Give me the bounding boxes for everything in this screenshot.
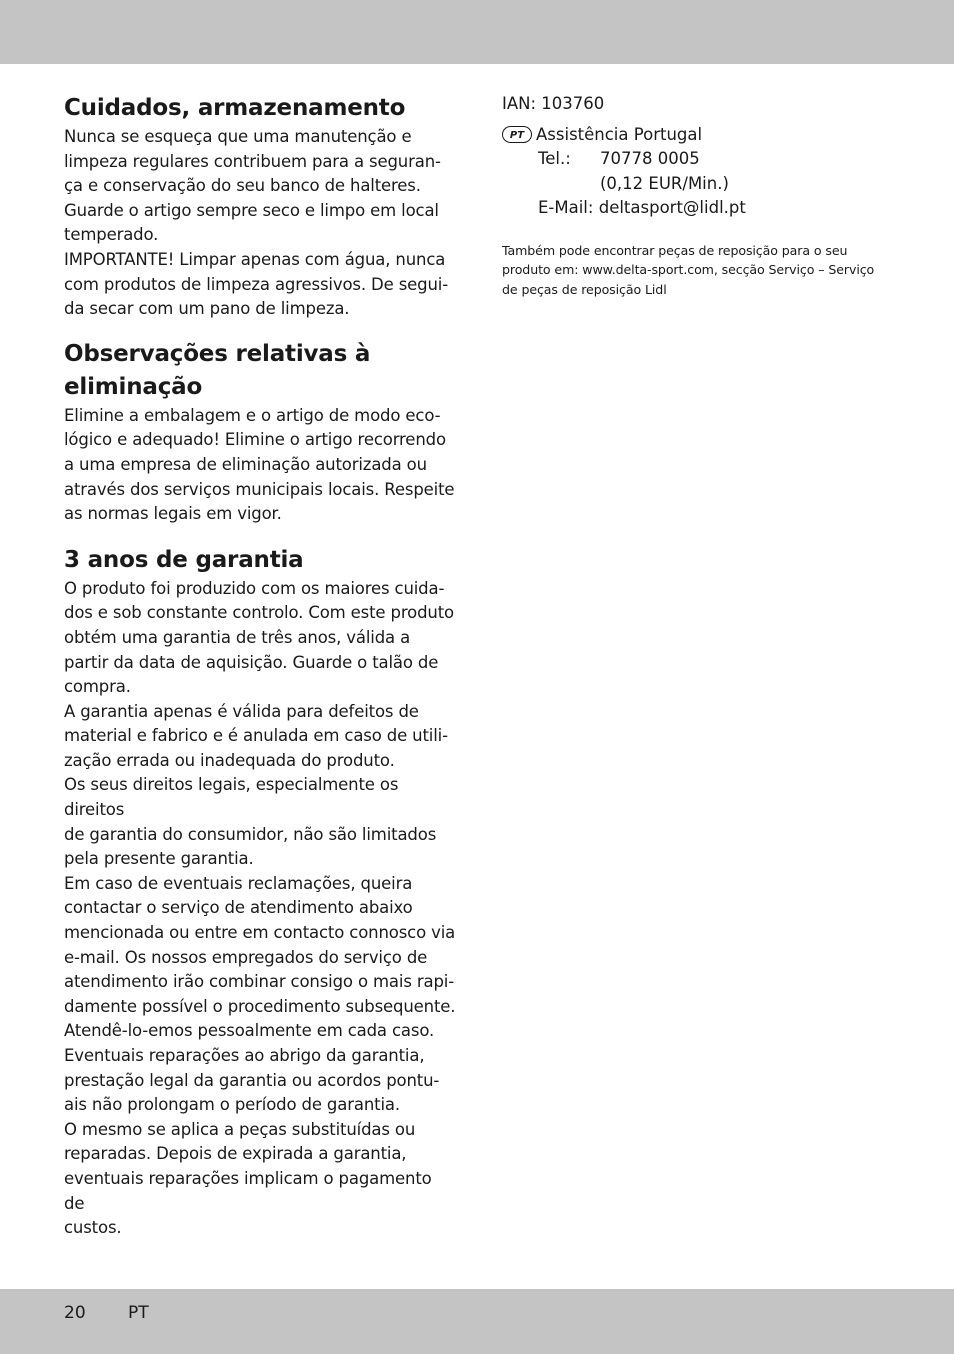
- header-band: [0, 0, 954, 64]
- text-line: e-mail. Os nossos empregados do serviço de: [64, 947, 428, 967]
- language-code: PT: [128, 1303, 149, 1323]
- ian-number: IAN: 103760: [502, 94, 605, 113]
- text-line: zação errada ou inadequada do produto.: [64, 750, 395, 770]
- text-line: A garantia apenas é válida para defeitos de: [64, 701, 419, 721]
- text-line: mencionada ou entre em contacto connosco via: [64, 923, 456, 943]
- text-line: temperado.: [64, 225, 159, 245]
- text-line: IMPORTANTE! Limpar apenas com água, nunca: [64, 249, 446, 269]
- text-line: atendimento irão combinar consigo o mais rapi-: [64, 972, 455, 992]
- email-label: E-Mail:: [538, 198, 594, 218]
- note-line: de peças de reposição Lidl: [502, 281, 667, 297]
- disposal-heading-line: eliminação: [64, 373, 203, 400]
- disposal-heading-line: Observações relativas à: [64, 340, 371, 367]
- text-line: Eventuais reparações ao abrigo da garantia,: [64, 1046, 425, 1065]
- text-line: material e fabrico e é anulada em caso de utili-: [64, 726, 448, 746]
- email-row: [502, 196, 894, 221]
- tel-row: [502, 147, 894, 172]
- text-line: Os seus direitos legais, especialmente os direitos: [64, 775, 399, 820]
- text-line: dos e sob constante controlo. Com este produto: [64, 603, 454, 623]
- care-heading: Cuidados, armazenamento: [64, 95, 406, 121]
- text-line: partir da data de aquisição. Guarde o talão de: [64, 652, 439, 672]
- page-number: 20: [64, 1303, 86, 1323]
- text-line: compra.: [64, 677, 131, 697]
- text-line: Atendê-lo-emos pessoalmente em cada caso.: [64, 1021, 435, 1041]
- disposal-heading: [64, 338, 456, 404]
- spare-parts-note: [502, 241, 894, 300]
- care-text: [64, 125, 456, 322]
- text-line: ça e conservação do seu banco de halteres.: [64, 176, 421, 196]
- note-line: Também pode encontrar peças de reposição para o seu: [502, 242, 848, 258]
- text-line: a uma empresa de eliminação autorizada ou: [64, 454, 427, 474]
- service-name: Assistência Portugal: [536, 124, 703, 144]
- text-line: O mesmo se aplica a peças substituídas ou: [64, 1119, 416, 1139]
- text-line: pela presente garantia.: [64, 849, 254, 869]
- text-line: de garantia do consumidor, não são limitados: [64, 824, 437, 844]
- note-line: produto em: www.delta-sport.com, secção Serviço – Serviço: [502, 262, 875, 278]
- text-line: reparadas. Depois de expirada a garantia,: [64, 1144, 407, 1164]
- tel-price: (0,12 EUR/Min.): [600, 173, 729, 193]
- text-line: da secar com um pano de limpeza.: [64, 299, 350, 319]
- warranty-text: [64, 577, 456, 1241]
- text-line: lógico e adequado! Elimine o artigo recorrendo: [64, 430, 446, 450]
- text-line: as normas legais em vigor.: [64, 504, 282, 524]
- tel-number: 70778 0005: [600, 149, 700, 169]
- text-line: com produtos de limpeza agressivos. De segui-: [64, 274, 449, 294]
- text-line: através dos serviços municipais locais. Respeite: [64, 479, 455, 499]
- disposal-text: [64, 404, 456, 527]
- left-column: [64, 92, 456, 1241]
- text-line: limpeza regulares contribuem para a seguran-: [64, 151, 441, 171]
- right-column: [502, 92, 894, 299]
- text-line: prestação legal da garantia ou acordos pontu-: [64, 1070, 440, 1090]
- text-line: Elimine a embalagem e o artigo de modo eco-: [64, 405, 441, 425]
- warranty-heading: 3 anos de garantia: [64, 546, 304, 573]
- text-line: O produto foi produzido com os maiores cuida-: [64, 578, 445, 598]
- country-badge: PT: [502, 126, 532, 143]
- text-line: Nunca se esqueça que uma manutenção e: [64, 127, 412, 146]
- text-line: contactar o serviço de atendimento abaixo: [64, 898, 413, 918]
- text-line: Em caso de eventuais reclamações, queira: [64, 873, 413, 893]
- text-line: custos.: [64, 1218, 122, 1238]
- text-line: eventuais reparações implicam o pagamento de: [64, 1168, 432, 1213]
- service-row: [502, 123, 894, 148]
- tel-label: Tel.:: [538, 149, 571, 169]
- text-line: obtém uma garantia de três anos, válida a: [64, 627, 411, 647]
- text-line: Guarde o artigo sempre seco e limpo em local: [64, 200, 439, 220]
- email-address[interactable]: deltasport@lidl.pt: [598, 198, 746, 218]
- text-line: damente possível o procedimento subsequente.: [64, 996, 456, 1016]
- text-line: ais não prolongam o período de garantia.: [64, 1095, 400, 1115]
